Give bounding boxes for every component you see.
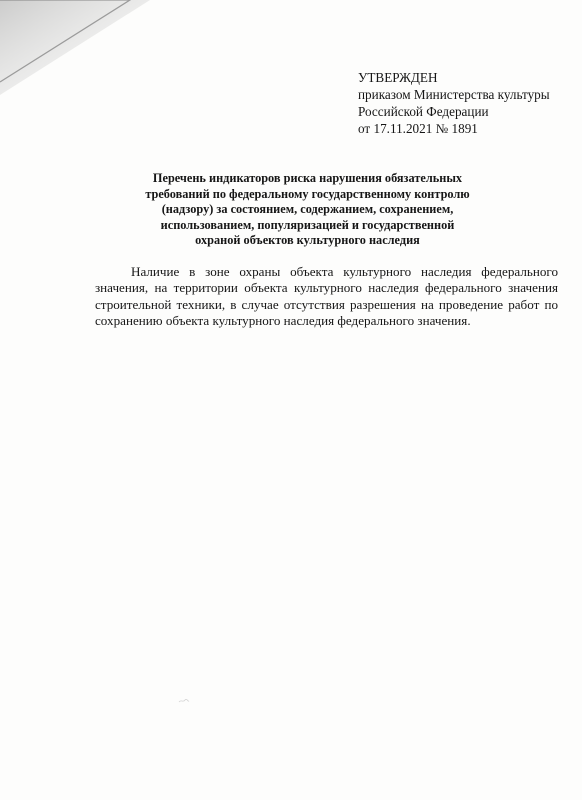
approval-date-line: от 17.11.2021 № 1891 xyxy=(358,121,478,136)
body-line-2: значения, на территории объекта культурного наследия федерального значения xyxy=(95,280,558,296)
body-line-1: Наличие в зоне охраны объекта культурного наследия федерального xyxy=(131,264,558,279)
approval-order-line: приказом Министерства культуры xyxy=(358,87,550,102)
approval-block xyxy=(358,69,550,137)
title-line-3: (надзору) за состоянием, содержанием, сохранением, xyxy=(161,202,454,217)
title-line-5: охраной объектов культурного наследия xyxy=(195,233,420,248)
approval-heading: УТВЕРЖДЕН xyxy=(358,70,438,85)
approval-ministry-line: Российской Федерации xyxy=(358,104,489,119)
body-paragraph xyxy=(95,264,558,330)
scan-speck-mark xyxy=(178,698,190,704)
title-line-2: требований по федеральному государственному контролю xyxy=(145,186,470,201)
body-line-3: строительной техники, в случае отсутствия разрешения на проведение работ по xyxy=(95,296,558,312)
title-line-1: Перечень индикаторов риска нарушения обязательных xyxy=(152,171,463,185)
body-line-4: сохранению объекта культурного наследия федерального значения. xyxy=(95,313,471,329)
title-line-4: использованием, популяризацией и государственной xyxy=(160,217,455,232)
document-title xyxy=(120,171,495,249)
